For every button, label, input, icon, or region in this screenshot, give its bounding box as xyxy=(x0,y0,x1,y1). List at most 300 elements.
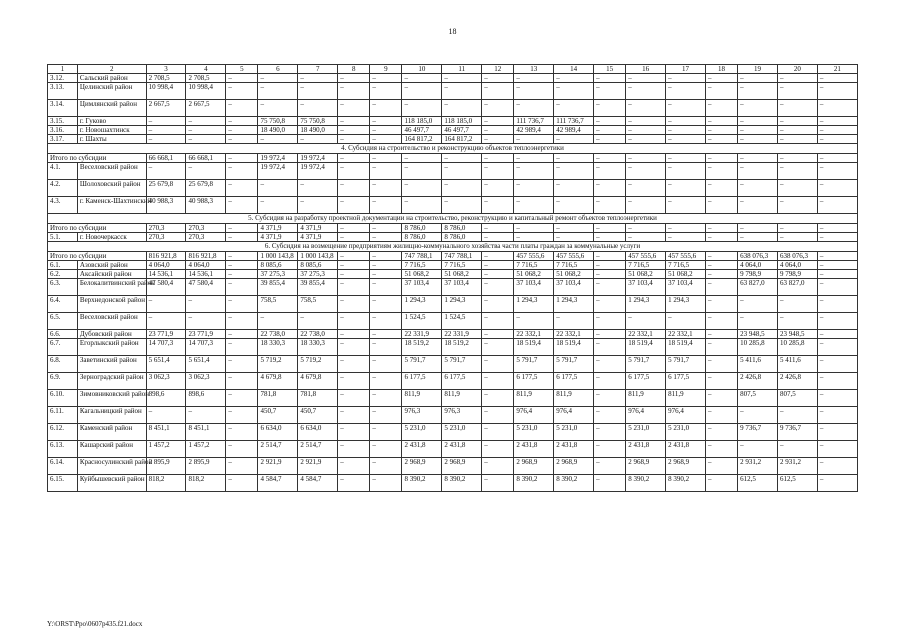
value-cell: – xyxy=(226,390,258,407)
municipality-name: Веселовский район xyxy=(77,163,146,180)
value-cell: – xyxy=(777,296,817,313)
row-number: 6.6. xyxy=(48,330,78,339)
value-cell: 811,9 xyxy=(442,390,482,407)
value-cell: – xyxy=(666,100,706,117)
value-cell: – xyxy=(146,163,186,180)
value-cell: – xyxy=(482,252,514,261)
value-cell: 2 968,9 xyxy=(666,458,706,475)
value-cell: – xyxy=(554,154,594,163)
municipality-name: Аксайский район xyxy=(77,270,146,279)
value-cell: 51 068,2 xyxy=(442,270,482,279)
value-cell: 7 716,5 xyxy=(442,261,482,270)
value-cell: 2 514,7 xyxy=(258,441,298,458)
value-cell: – xyxy=(626,100,666,117)
value-cell: 781,8 xyxy=(298,390,338,407)
column-number-cell: 11 xyxy=(442,65,482,74)
value-cell: – xyxy=(666,163,706,180)
value-cell: – xyxy=(226,296,258,313)
row-number: 3.12. xyxy=(48,74,78,83)
value-cell: 1 294,3 xyxy=(626,296,666,313)
municipality-name: Каменский район xyxy=(77,424,146,441)
value-cell: – xyxy=(402,197,442,214)
value-cell: 40 988,3 xyxy=(146,197,186,214)
value-cell: – xyxy=(514,163,554,180)
value-cell: – xyxy=(338,407,370,424)
value-cell: 9 736,7 xyxy=(777,424,817,441)
value-cell: – xyxy=(482,458,514,475)
value-cell: – xyxy=(626,313,666,330)
value-cell: – xyxy=(817,126,857,135)
value-cell: 10 998,4 xyxy=(186,83,226,100)
subtotal-label: Итого по субсидии xyxy=(48,224,147,233)
value-cell: 18 519,2 xyxy=(402,339,442,356)
municipality-name: г. Новошахтинск xyxy=(77,126,146,135)
value-cell: 22 332,1 xyxy=(514,330,554,339)
value-cell: 111 736,7 xyxy=(554,117,594,126)
value-cell: 2 426,8 xyxy=(777,373,817,390)
value-cell: – xyxy=(626,117,666,126)
value-cell: 1 294,3 xyxy=(554,296,594,313)
value-cell: – xyxy=(226,330,258,339)
value-cell: – xyxy=(777,180,817,197)
value-cell: – xyxy=(666,154,706,163)
value-cell: – xyxy=(777,126,817,135)
value-cell: – xyxy=(226,163,258,180)
value-cell: 8 390,2 xyxy=(554,475,594,492)
value-cell: – xyxy=(594,279,626,296)
value-cell: 118 185,0 xyxy=(442,117,482,126)
value-cell: – xyxy=(514,313,554,330)
value-cell: 4 064,0 xyxy=(777,261,817,270)
value-cell: – xyxy=(666,126,706,135)
value-cell: 5 231,0 xyxy=(514,424,554,441)
value-cell: 976,3 xyxy=(402,407,442,424)
value-cell: – xyxy=(338,74,370,83)
value-cell: – xyxy=(817,180,857,197)
value-cell: – xyxy=(817,270,857,279)
value-cell: – xyxy=(442,197,482,214)
value-cell: 6 177,5 xyxy=(666,373,706,390)
value-cell: – xyxy=(594,296,626,313)
column-number-cell: 8 xyxy=(338,65,370,74)
value-cell: – xyxy=(370,279,402,296)
value-cell: – xyxy=(338,424,370,441)
table-body xyxy=(48,65,858,492)
table-row xyxy=(48,126,858,135)
value-cell: – xyxy=(298,100,338,117)
value-cell: 2 431,8 xyxy=(626,441,666,458)
value-cell: 758,5 xyxy=(258,296,298,313)
value-cell: 6 634,0 xyxy=(298,424,338,441)
value-cell: – xyxy=(226,83,258,100)
row-number: 4.2. xyxy=(48,180,78,197)
value-cell: – xyxy=(817,163,857,180)
value-cell: – xyxy=(514,100,554,117)
value-cell: – xyxy=(482,390,514,407)
value-cell: – xyxy=(370,407,402,424)
value-cell: 1 000 143,8 xyxy=(298,252,338,261)
value-cell: 2 667,5 xyxy=(146,100,186,117)
value-cell: 111 736,7 xyxy=(514,117,554,126)
value-cell: – xyxy=(594,330,626,339)
municipality-name: Верхнедонской район xyxy=(77,296,146,313)
value-cell: – xyxy=(817,279,857,296)
value-cell: 22 332,1 xyxy=(554,330,594,339)
value-cell: – xyxy=(514,180,554,197)
value-cell: 25 679,8 xyxy=(146,180,186,197)
value-cell: – xyxy=(705,74,737,83)
value-cell: – xyxy=(298,83,338,100)
municipality-name: г. Шахты xyxy=(77,135,146,144)
subsidy-table xyxy=(47,64,858,492)
value-cell: – xyxy=(226,197,258,214)
row-number: 4.1. xyxy=(48,163,78,180)
column-number-cell: 6 xyxy=(258,65,298,74)
value-cell: – xyxy=(594,261,626,270)
value-cell: 5 719,2 xyxy=(258,356,298,373)
value-cell: – xyxy=(666,224,706,233)
row-number: 6.7. xyxy=(48,339,78,356)
value-cell: 5 411,6 xyxy=(738,356,778,373)
value-cell: 5 791,7 xyxy=(514,356,554,373)
value-cell: – xyxy=(338,117,370,126)
value-cell: 818,2 xyxy=(146,475,186,492)
value-cell: – xyxy=(338,313,370,330)
municipality-name: Егорлыкский район xyxy=(77,339,146,356)
value-cell: – xyxy=(817,135,857,144)
value-cell: – xyxy=(705,126,737,135)
value-cell: – xyxy=(594,356,626,373)
value-cell: – xyxy=(338,279,370,296)
municipality-name: Белокалитвинский район xyxy=(77,279,146,296)
value-cell: – xyxy=(482,475,514,492)
value-cell: – xyxy=(226,261,258,270)
value-cell: – xyxy=(482,74,514,83)
value-cell: – xyxy=(594,475,626,492)
value-cell: – xyxy=(370,330,402,339)
value-cell: 37 103,4 xyxy=(554,279,594,296)
value-cell: 8 390,2 xyxy=(402,475,442,492)
value-cell: – xyxy=(402,163,442,180)
value-cell: – xyxy=(226,252,258,261)
value-cell: 747 788,1 xyxy=(402,252,442,261)
value-cell: 18 330,3 xyxy=(258,339,298,356)
column-number-cell: 4 xyxy=(186,65,226,74)
value-cell: – xyxy=(594,126,626,135)
section-heading: 5. Субсидия на разработку проектной документации на строительство, реконструкцию и капитальный ремонт объектов теплоэнергетики xyxy=(48,214,858,224)
table-row xyxy=(48,373,858,390)
column-number-cell: 1 xyxy=(48,65,78,74)
value-cell: – xyxy=(705,279,737,296)
value-cell: 781,8 xyxy=(258,390,298,407)
value-cell: – xyxy=(186,117,226,126)
value-cell: – xyxy=(777,441,817,458)
value-cell: – xyxy=(338,224,370,233)
value-cell: – xyxy=(226,224,258,233)
value-cell: 8 390,2 xyxy=(442,475,482,492)
value-cell: – xyxy=(226,279,258,296)
value-cell: – xyxy=(738,100,778,117)
value-cell: – xyxy=(258,100,298,117)
value-cell: – xyxy=(594,313,626,330)
value-cell: – xyxy=(226,313,258,330)
value-cell: – xyxy=(442,180,482,197)
value-cell: 164 817,2 xyxy=(402,135,442,144)
table-row xyxy=(48,163,858,180)
value-cell: 811,9 xyxy=(514,390,554,407)
table-row xyxy=(48,296,858,313)
value-cell: – xyxy=(666,197,706,214)
value-cell: – xyxy=(298,313,338,330)
column-number-cell: 5 xyxy=(226,65,258,74)
value-cell: – xyxy=(705,135,737,144)
value-cell: – xyxy=(817,356,857,373)
value-cell: 8 451,1 xyxy=(146,424,186,441)
value-cell: – xyxy=(482,356,514,373)
value-cell: – xyxy=(226,233,258,242)
value-cell: – xyxy=(146,126,186,135)
value-cell: 37 103,4 xyxy=(666,279,706,296)
municipality-name: Шолоховский район xyxy=(77,180,146,197)
value-cell: – xyxy=(226,154,258,163)
value-cell: – xyxy=(705,424,737,441)
value-cell: – xyxy=(338,135,370,144)
value-cell: – xyxy=(370,356,402,373)
value-cell: – xyxy=(666,313,706,330)
value-cell: – xyxy=(338,390,370,407)
section-heading: 4. Субсидия на строительство и реконструкцию объектов теплоэнергетики xyxy=(48,144,858,154)
section-heading-row xyxy=(48,144,858,154)
row-number: 6.15. xyxy=(48,475,78,492)
value-cell: 1 294,3 xyxy=(514,296,554,313)
value-cell: 37 103,4 xyxy=(626,279,666,296)
value-cell: 1 457,2 xyxy=(146,441,186,458)
municipality-name: Зимовниковский район xyxy=(77,390,146,407)
value-cell: – xyxy=(226,407,258,424)
value-cell: – xyxy=(402,180,442,197)
value-cell: 6 177,5 xyxy=(402,373,442,390)
value-cell: 66 668,1 xyxy=(186,154,226,163)
value-cell: 2 431,8 xyxy=(666,441,706,458)
value-cell: – xyxy=(482,296,514,313)
value-cell: 8 786,0 xyxy=(402,233,442,242)
value-cell: – xyxy=(817,339,857,356)
value-cell: 2 895,9 xyxy=(186,458,226,475)
value-cell: 1 294,3 xyxy=(402,296,442,313)
value-cell: – xyxy=(705,339,737,356)
value-cell: – xyxy=(258,74,298,83)
value-cell: 19 972,4 xyxy=(298,154,338,163)
value-cell: – xyxy=(626,126,666,135)
value-cell: 270,3 xyxy=(186,224,226,233)
value-cell: – xyxy=(626,163,666,180)
section-heading-row xyxy=(48,214,858,224)
value-cell: 51 068,2 xyxy=(402,270,442,279)
table-row xyxy=(48,233,858,242)
value-cell: – xyxy=(594,135,626,144)
value-cell: – xyxy=(705,356,737,373)
value-cell: 6 177,5 xyxy=(626,373,666,390)
table-row xyxy=(48,458,858,475)
value-cell: – xyxy=(777,100,817,117)
row-number: 6.14. xyxy=(48,458,78,475)
value-cell: 8 786,0 xyxy=(402,224,442,233)
value-cell: – xyxy=(817,407,857,424)
value-cell: – xyxy=(705,407,737,424)
value-cell: – xyxy=(738,117,778,126)
column-number-cell: 14 xyxy=(554,65,594,74)
value-cell: – xyxy=(777,83,817,100)
value-cell: – xyxy=(482,100,514,117)
value-cell: – xyxy=(705,296,737,313)
value-cell: 4 371,9 xyxy=(298,224,338,233)
table-row xyxy=(48,475,858,492)
value-cell: – xyxy=(777,154,817,163)
row-number: 3.16. xyxy=(48,126,78,135)
value-cell: – xyxy=(705,390,737,407)
value-cell: – xyxy=(402,100,442,117)
value-cell: 22 332,1 xyxy=(626,330,666,339)
value-cell: – xyxy=(738,197,778,214)
value-cell: 5 651,4 xyxy=(186,356,226,373)
value-cell: 2 708,5 xyxy=(186,74,226,83)
municipality-name: Зерноградский район xyxy=(77,373,146,390)
table-row xyxy=(48,197,858,214)
value-cell: – xyxy=(338,475,370,492)
value-cell: – xyxy=(817,117,857,126)
section-heading-row xyxy=(48,242,858,252)
value-cell: 18 519,4 xyxy=(666,339,706,356)
value-cell: 51 068,2 xyxy=(514,270,554,279)
table-row xyxy=(48,441,858,458)
value-cell: – xyxy=(482,180,514,197)
value-cell: – xyxy=(626,135,666,144)
municipality-name: Целинский район xyxy=(77,83,146,100)
value-cell: – xyxy=(817,373,857,390)
value-cell: 10 285,8 xyxy=(777,339,817,356)
value-cell: – xyxy=(258,83,298,100)
value-cell: – xyxy=(626,74,666,83)
value-cell: 898,6 xyxy=(146,390,186,407)
value-cell: – xyxy=(370,458,402,475)
value-cell: – xyxy=(626,233,666,242)
value-cell: – xyxy=(705,117,737,126)
value-cell: – xyxy=(738,126,778,135)
value-cell: – xyxy=(442,100,482,117)
value-cell: 42 989,4 xyxy=(554,126,594,135)
value-cell: 23 948,5 xyxy=(738,330,778,339)
value-cell: 2 431,8 xyxy=(514,441,554,458)
value-cell: 37 103,4 xyxy=(442,279,482,296)
municipality-name: Дубовский район xyxy=(77,330,146,339)
value-cell: – xyxy=(594,83,626,100)
value-cell: 8 085,6 xyxy=(258,261,298,270)
municipality-name: г. Каменск-Шахтинский xyxy=(77,197,146,214)
value-cell: – xyxy=(226,270,258,279)
value-cell: – xyxy=(226,356,258,373)
value-cell: – xyxy=(482,279,514,296)
value-cell: 5 791,7 xyxy=(554,356,594,373)
value-cell: – xyxy=(338,83,370,100)
value-cell: 5 719,2 xyxy=(298,356,338,373)
value-cell: 46 497,7 xyxy=(402,126,442,135)
value-cell: – xyxy=(338,441,370,458)
value-cell: – xyxy=(705,197,737,214)
value-cell: 5 791,7 xyxy=(442,356,482,373)
value-cell: 2 921,9 xyxy=(298,458,338,475)
value-cell: 37 275,3 xyxy=(298,270,338,279)
value-cell: 612,5 xyxy=(777,475,817,492)
value-cell: – xyxy=(666,74,706,83)
value-cell: – xyxy=(817,83,857,100)
value-cell: – xyxy=(738,135,778,144)
table-row xyxy=(48,117,858,126)
value-cell: – xyxy=(442,83,482,100)
value-cell: 8 390,2 xyxy=(666,475,706,492)
value-cell: – xyxy=(738,180,778,197)
row-number: 6.13. xyxy=(48,441,78,458)
value-cell: 7 716,5 xyxy=(554,261,594,270)
municipality-name: Красносулинский район xyxy=(77,458,146,475)
value-cell: – xyxy=(817,390,857,407)
value-cell: – xyxy=(705,163,737,180)
value-cell: – xyxy=(594,441,626,458)
value-cell: 22 331,9 xyxy=(442,330,482,339)
value-cell: 8 390,2 xyxy=(626,475,666,492)
value-cell: 638 076,3 xyxy=(777,252,817,261)
value-cell: – xyxy=(226,74,258,83)
value-cell: 976,4 xyxy=(626,407,666,424)
value-cell: – xyxy=(666,233,706,242)
value-cell: – xyxy=(370,270,402,279)
value-cell: – xyxy=(705,154,737,163)
value-cell: – xyxy=(705,83,737,100)
value-cell: 2 431,8 xyxy=(554,441,594,458)
value-cell: 4 679,8 xyxy=(258,373,298,390)
value-cell: 7 716,5 xyxy=(666,261,706,270)
value-cell: 5 231,0 xyxy=(402,424,442,441)
value-cell: – xyxy=(370,296,402,313)
column-number-cell: 17 xyxy=(666,65,706,74)
value-cell: – xyxy=(146,117,186,126)
value-cell: 976,4 xyxy=(554,407,594,424)
value-cell: – xyxy=(514,233,554,242)
value-cell: 18 519,2 xyxy=(442,339,482,356)
row-number: 3.17. xyxy=(48,135,78,144)
table-row xyxy=(48,83,858,100)
value-cell: – xyxy=(594,339,626,356)
column-number-cell: 13 xyxy=(514,65,554,74)
value-cell: – xyxy=(817,224,857,233)
value-cell: 2 968,9 xyxy=(442,458,482,475)
value-cell: – xyxy=(666,180,706,197)
value-cell: – xyxy=(554,135,594,144)
value-cell: 22 738,0 xyxy=(298,330,338,339)
value-cell: – xyxy=(705,261,737,270)
value-cell: – xyxy=(514,197,554,214)
value-cell: 976,4 xyxy=(666,407,706,424)
value-cell: 4 371,9 xyxy=(258,224,298,233)
value-cell: – xyxy=(442,74,482,83)
value-cell: 63 827,0 xyxy=(777,279,817,296)
value-cell: – xyxy=(554,83,594,100)
row-number: 6.11. xyxy=(48,407,78,424)
value-cell: – xyxy=(482,261,514,270)
value-cell: 811,9 xyxy=(666,390,706,407)
value-cell: – xyxy=(226,100,258,117)
value-cell: – xyxy=(777,407,817,424)
value-cell: – xyxy=(738,154,778,163)
